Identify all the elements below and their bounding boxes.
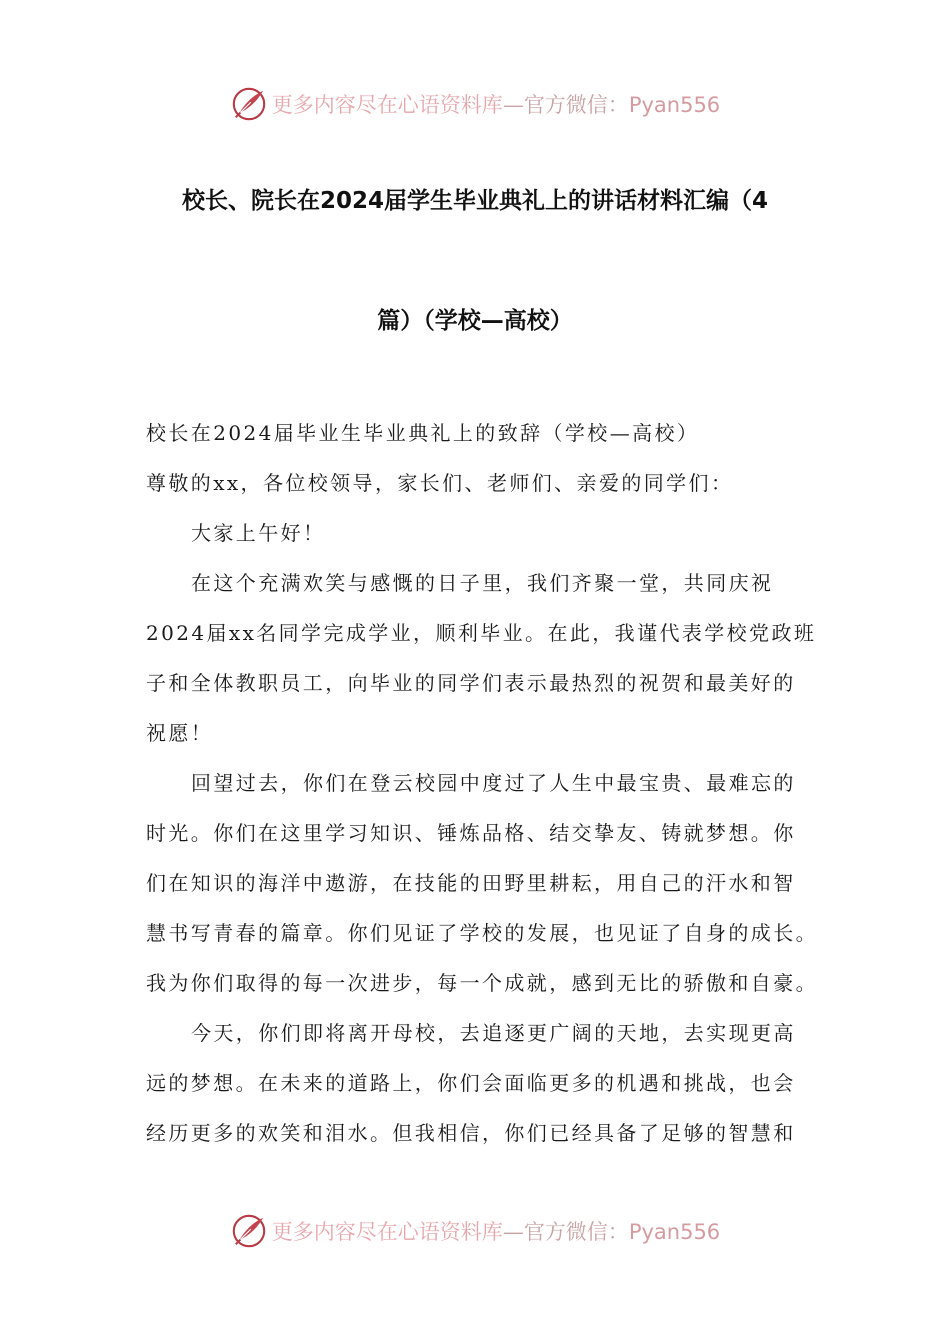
paragraph-1-line-2: 2024届xx名同学完成学业，顺利毕业。在此，我谨代表学校党政班: [146, 621, 817, 645]
paragraph-1-line-3: 子和全体教职员工，向毕业的同学们表示最热烈的祝贺和最美好的: [146, 671, 796, 695]
paragraph-3-line-1: 今天，你们即将离开母校，去追逐更广阔的天地，去实现更高: [191, 1021, 796, 1045]
watermark-banner-bottom: [0, 1209, 950, 1253]
paragraph-3-line-2: 远的梦想。在未来的道路上，你们会面临更多的机遇和挑战，也会: [146, 1071, 796, 1095]
watermark-contact: 官方微信：: [523, 1220, 629, 1244]
watermark-banner-top: [0, 82, 950, 126]
watermark-label: 更多内容尽在心语资料库: [271, 93, 503, 117]
paragraph-2-line-2: 时光。你们在这里学习知识、锤炼品格、结交挚友、铸就梦想。你: [146, 821, 796, 845]
greeting: 大家上午好！: [191, 521, 326, 545]
watermark-wechat-id: Pyan556: [628, 93, 721, 117]
watermark-dash: —: [502, 1220, 524, 1244]
watermark-dash: —: [502, 93, 524, 117]
quill-logo-icon: [230, 1212, 268, 1250]
watermark-label: 更多内容尽在心语资料库: [271, 1220, 503, 1244]
paragraph-2-line-4: 慧书写青春的篇章。你们见证了学校的发展，也见证了自身的成长。: [146, 921, 818, 945]
watermark-wechat-id: Pyan556: [628, 1220, 721, 1244]
watermark-text: [272, 1216, 720, 1246]
quill-logo-icon: [230, 85, 268, 123]
document-title-line-1: 校长、院长在2024届学生毕业典礼上的讲话材料汇编（4: [181, 188, 769, 214]
paragraph-3-line-3: 经历更多的欢笑和泪水。但我相信，你们已经具备了足够的智慧和: [146, 1121, 796, 1145]
speech-heading: 校长在2024届毕业生毕业典礼上的致辞（学校—高校）: [146, 421, 700, 445]
paragraph-2-line-1: 回望过去，你们在登云校园中度过了人生中最宝贵、最难忘的: [191, 771, 796, 795]
paragraph-1-line-4: 祝愿！: [146, 721, 214, 745]
watermark-text: [272, 89, 720, 119]
paragraph-2-line-3: 们在知识的海洋中遨游，在技能的田野里耕耘，用自己的汗水和智: [146, 871, 796, 895]
paragraph-1-line-1: 在这个充满欢笑与感慨的日子里，我们齐聚一堂，共同庆祝: [191, 571, 774, 595]
paragraph-2-line-5: 我为你们取得的每一次进步，每一个成就，感到无比的骄傲和自豪。: [146, 971, 818, 995]
document-title-line-2: 篇）（学校—高校）: [377, 308, 573, 334]
salutation: 尊敬的xx，各位校领导，家长们、老师们、亲爱的同学们：: [146, 471, 734, 495]
watermark-contact: 官方微信：: [523, 93, 629, 117]
